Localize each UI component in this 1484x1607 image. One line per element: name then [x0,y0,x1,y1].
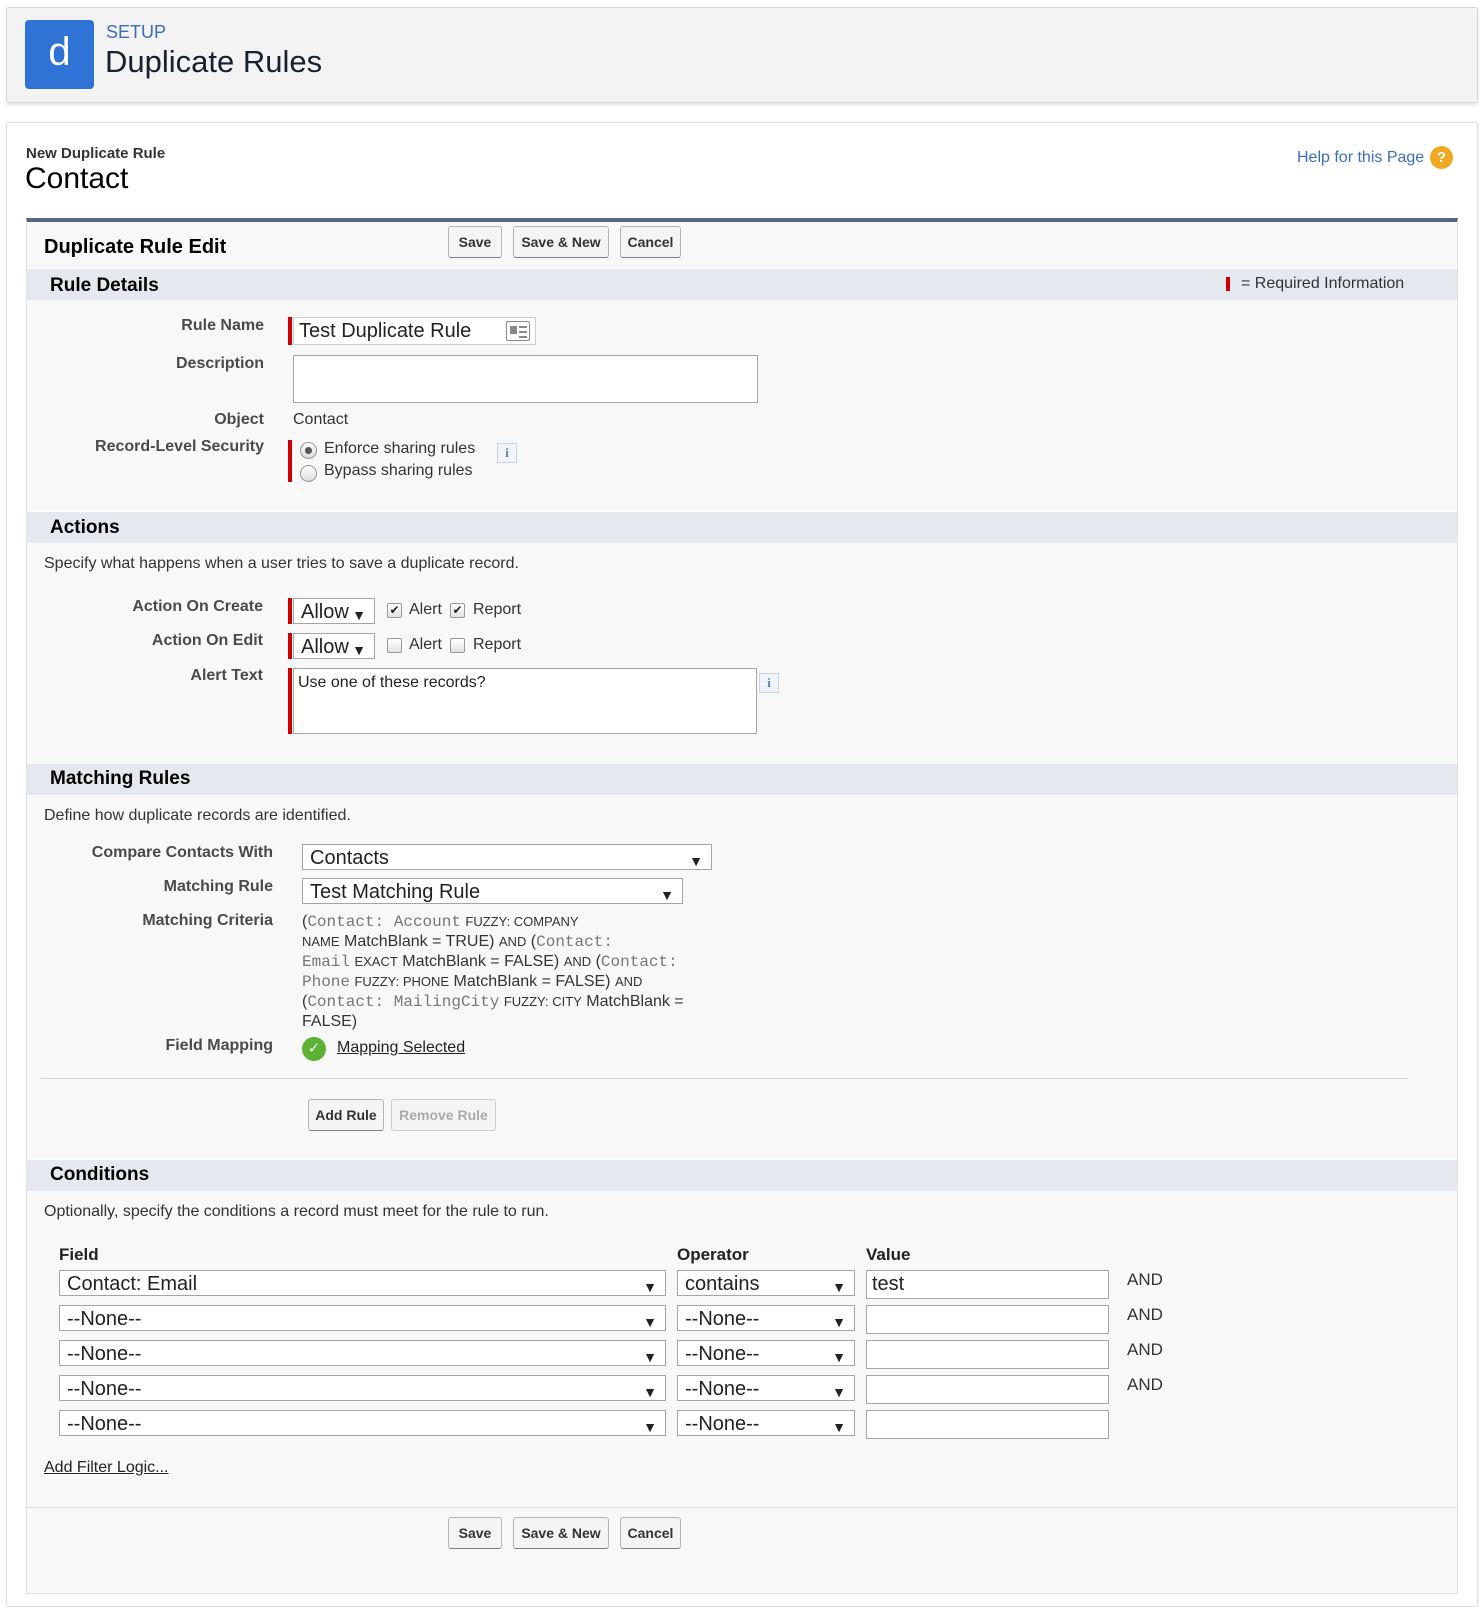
section-conditions [27,1159,1457,1191]
column-header-operator: Operator [677,1245,749,1264]
condition-field-select[interactable] [59,1305,666,1331]
selected-value: Allow [301,601,349,623]
criteria-line: Email EXACT MatchBlank = FALSE) AND (Contact: [302,953,678,971]
dropdown-arrow-icon: ▼ [832,1384,846,1400]
required-marker [288,440,292,482]
section-title: Matching Rules [50,768,191,789]
breadcrumb-label: New Duplicate Rule [26,145,166,162]
required-marker [288,598,292,624]
description-label: Description [175,355,264,372]
dropdown-arrow-icon: ▼ [643,1349,657,1365]
dropdown-arrow-icon: ▼ [643,1419,657,1435]
section-actions [27,511,1457,543]
alert-label: Alert [409,601,442,618]
enforce-sharing-label: Enforce sharing rules [324,440,476,457]
dropdown-arrow-icon: ▼ [352,642,366,658]
conditions-description: Optionally, specify the conditions a record must meet for the rule to run. [44,1203,549,1220]
required-marker [288,317,292,345]
selected-value: contains [685,1273,760,1295]
alert-text-textarea[interactable]: Use one of these records? [293,668,757,734]
condition-value-input[interactable] [866,1410,1109,1439]
save-button[interactable]: Save [448,226,502,258]
required-marker [288,633,292,659]
column-header-value: Value [866,1245,911,1264]
criteria-line: Phone FUZZY: PHONE MatchBlank = FALSE) AND [302,973,643,991]
condition-field-select[interactable] [59,1340,666,1366]
selected-value: --None-- [685,1413,760,1435]
criteria-line: FALSE) [302,1013,358,1030]
card-avatar-shape [510,326,517,334]
selected-value: --None-- [685,1308,760,1330]
action-create-label: Action On Create [132,598,263,615]
criteria-line: (Contact: Account FUZZY: COMPANY [302,913,579,931]
selected-value: --None-- [67,1343,142,1365]
action-create-select[interactable] [293,598,375,624]
edit-alert-checkbox[interactable] [387,638,402,653]
help-link[interactable]: Help for this Page [1297,149,1425,166]
check-circle-icon: ✓ [302,1037,326,1061]
page-title: Duplicate Rules [105,44,323,79]
selected-value: --None-- [685,1343,760,1365]
dropdown-arrow-icon: ▼ [689,853,703,869]
dropdown-arrow-icon: ▼ [832,1314,846,1330]
condition-value-input[interactable]: test [866,1270,1109,1299]
app-logo-icon: d [25,20,94,89]
condition-operator-select[interactable] [677,1375,855,1401]
condition-operator-select[interactable] [677,1410,855,1436]
remove-rule-button[interactable]: Remove Rule [391,1099,496,1131]
condition-field-select[interactable] [59,1375,666,1401]
selected-value: --None-- [67,1308,142,1330]
rule-name-input[interactable]: Test Duplicate Rule [293,317,536,345]
conjunction-label: AND [1127,1375,1163,1394]
dropdown-arrow-icon: ▼ [643,1314,657,1330]
required-marker [288,668,292,734]
description-textarea[interactable] [293,355,758,403]
info-icon[interactable]: i [759,673,779,693]
selected-value: Contact: Email [67,1273,198,1295]
compare-with-label: Compare Contacts With [91,844,273,861]
selected-value: Test Matching Rule [310,881,481,903]
compare-with-select[interactable] [302,844,712,870]
create-alert-checkbox[interactable]: ✔ [387,603,402,618]
condition-value-input[interactable] [866,1340,1109,1369]
add-rule-button[interactable]: Add Rule [308,1099,384,1131]
report-label: Report [473,601,522,618]
create-report-checkbox[interactable]: ✔ [450,603,465,618]
section-title: Actions [50,517,120,538]
criteria-line: NAME MatchBlank = TRUE) AND (Contact: [302,933,613,951]
selected-value: --None-- [67,1413,142,1435]
edit-title: Duplicate Rule Edit [44,236,227,258]
matching-rule-select[interactable] [302,878,683,904]
section-matching-rules [27,763,1457,795]
column-header-field: Field [59,1245,99,1264]
help-icon[interactable]: ? [1430,146,1453,169]
card-line-shape [519,336,527,338]
matching-rule-label: Matching Rule [163,878,273,895]
condition-value-input[interactable] [866,1375,1109,1404]
condition-operator-select[interactable] [677,1340,855,1366]
card-line-shape [519,331,527,333]
enforce-sharing-radio[interactable] [300,442,317,459]
add-filter-logic-link[interactable]: Add Filter Logic... [44,1459,169,1476]
dropdown-arrow-icon: ▼ [832,1349,846,1365]
cancel-button[interactable]: Cancel [620,1517,681,1549]
action-edit-label: Action On Edit [151,632,263,649]
divider [27,1507,1457,1508]
section-title: Rule Details [50,275,159,296]
conjunction-label: AND [1127,1270,1163,1289]
condition-field-select[interactable] [59,1270,666,1296]
object-value: Contact [293,411,349,428]
dropdown-arrow-icon: ▼ [832,1419,846,1435]
field-mapping-label: Field Mapping [165,1037,273,1054]
alert-text-label: Alert Text [190,667,263,684]
selected-value: Contacts [310,847,389,869]
matching-criteria-label: Matching Criteria [142,912,273,929]
save-new-button[interactable]: Save & New [513,226,609,258]
dropdown-arrow-icon: ▼ [660,887,674,903]
setup-label: SETUP [106,22,167,42]
dropdown-arrow-icon: ▼ [643,1384,657,1400]
criteria-line: (Contact: MailingCity FUZZY: CITY MatchBlank = [302,993,684,1011]
card-line-shape [519,326,527,328]
info-icon[interactable]: i [497,443,517,463]
matching-criteria [302,912,722,1032]
bypass-sharing-label: Bypass sharing rules [324,462,473,479]
section-title: Conditions [50,1164,150,1185]
dropdown-arrow-icon: ▼ [352,607,366,623]
bypass-sharing-radio[interactable] [300,465,317,482]
condition-value-input[interactable] [866,1305,1109,1334]
cancel-button[interactable]: Cancel [620,226,681,258]
rule-name-label: Rule Name [181,317,264,334]
lookup-card-icon[interactable] [506,321,530,341]
report-label: Report [473,636,522,653]
object-label: Object [214,411,264,428]
required-marker [1226,277,1230,291]
matching-description: Define how duplicate records are identified. [44,807,351,824]
selected-value: --None-- [67,1378,142,1400]
selected-value: Allow [301,636,349,658]
save-button[interactable]: Save [448,1517,502,1549]
conjunction-label: AND [1127,1305,1163,1324]
object-title: Contact [25,162,129,195]
mapping-selected-link[interactable]: Mapping Selected [337,1039,466,1056]
condition-field-select[interactable] [59,1410,666,1436]
dropdown-arrow-icon: ▼ [832,1279,846,1295]
save-new-button[interactable]: Save & New [513,1517,609,1549]
divider [41,1078,1408,1079]
dropdown-arrow-icon: ▼ [643,1279,657,1295]
condition-operator-select[interactable] [677,1270,855,1296]
required-info-label: = Required Information [1241,275,1405,292]
security-label: Record-Level Security [95,438,264,455]
actions-description: Specify what happens when a user tries to save a duplicate record. [44,555,519,572]
action-edit-select[interactable] [293,633,375,659]
alert-label: Alert [409,636,442,653]
selected-value: --None-- [685,1378,760,1400]
conjunction-label: AND [1127,1340,1163,1359]
condition-operator-select[interactable] [677,1305,855,1331]
edit-report-checkbox[interactable] [450,638,465,653]
